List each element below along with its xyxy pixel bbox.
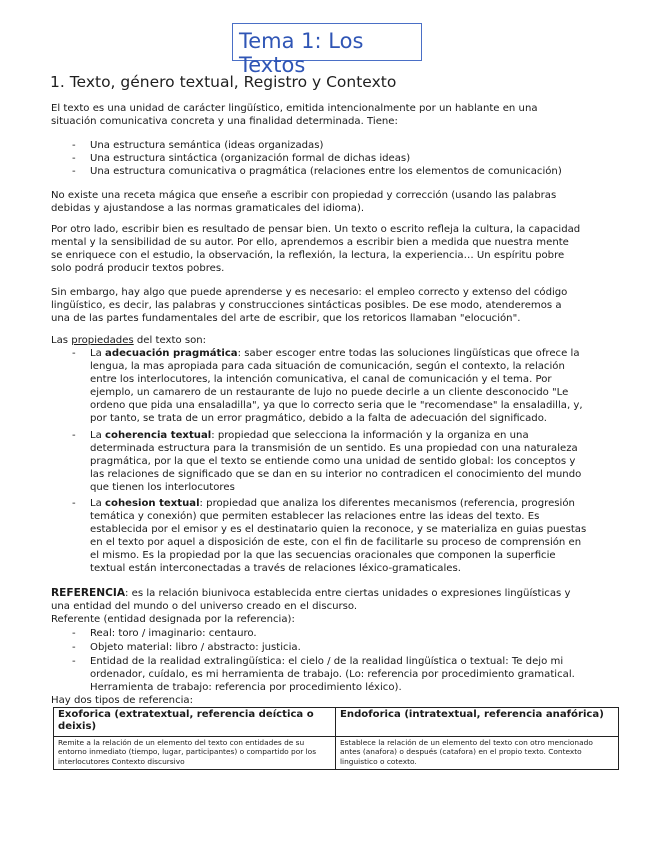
table-row (54, 737, 619, 770)
paragraph-otro-lado-2: mental y la sensibilidad de su autor. Por ello, aprendemos a escribir bien a medida que nuestra mente (51, 237, 569, 248)
bullet-dash: - (72, 166, 76, 177)
paragraph-otro-lado-4: solo podrá producir textos pobres. (51, 263, 225, 274)
paragraph-receta-2: debidas y ajustandose a las normas gramaticales del idioma). (51, 203, 365, 214)
coherencia-line-4: las relaciones de significado que se dan en su interior no contradicen el conocimiento del mundo (90, 469, 582, 480)
cohesion-term: cohesion textual (105, 498, 200, 509)
paragraph-otro-lado-3: se enriquece con el estudio, la observación, la reflexión, la lectura, la experiencia… Un espíritu pobre (51, 250, 565, 261)
cohesion-line-1: La cohesion textual: propiedad que analiza los diferentes mecanismos (referencia, progresión (90, 498, 575, 509)
adecuacion-line-3: entre los interlocutores, la intención comunicativa, el canal de comunicación y el tema. Por (90, 374, 552, 385)
bullet-dash: - (72, 498, 76, 509)
referencia-line-3: Referente (entidad designada por la referencia): (51, 614, 295, 625)
table-header-endoforica: Endoforica (intratextual, referencia anafórica) (336, 708, 619, 737)
referente-item-objeto: Objeto material: libro / abstracto: justicia. (90, 642, 301, 653)
cohesion-line-6: textual están interconectadas a través de relaciones léxico-gramaticales. (90, 563, 461, 574)
bullet-dash: - (72, 628, 76, 639)
table-cell-endoforica: Establece la relación de un elemento del texto con otro mencionado antes (anafora) o después (catafora) en el propio texto. Contexto linguistico o cotexto. (336, 737, 619, 770)
referencia-line-1: REFERENCIA: es la relación biunivoca establecida entre ciertas unidades o expresiones lingüísticas y (51, 587, 571, 599)
paragraph-sin-embargo-3: una de las partes fundamentales del arte de escribir, que los retoricos llamaban "elocución". (51, 313, 521, 324)
table-cell-exoforica: Remite a la relación de un elemento del texto con entidades de su entorno inmediato (tiempo, lugar, participantes) o compartido por los interlocutores Contexto discursivo (54, 737, 336, 770)
referente-item-entidad-1: Entidad de la realidad extralingüística: el cielo / de la realidad lingüística o textual: Te dejo mi (90, 656, 564, 667)
bullet-dash: - (72, 642, 76, 653)
cohesion-line-2: temática y conexión) que permiten establecer las relaciones entre las ideas del texto. Es (90, 511, 540, 522)
bullet-dash: - (72, 656, 76, 667)
referencia-types-table (53, 707, 619, 770)
referencia-line-2: una entidad del mundo o del universo creado en el discurso. (51, 601, 358, 612)
bullet-dash: - (72, 140, 76, 151)
propiedades-link: propiedades (71, 335, 134, 346)
adecuacion-line-6: por tanto, se trata de un error pragmático, debido a la falta de adecuación del significado. (90, 413, 547, 424)
adecuacion-line-5: ordeno que pida una ensaladilla", ya que lo correcto seria que le "recomendase" la ensaladilla, y, (90, 400, 583, 411)
bullet-dash: - (72, 153, 76, 164)
section-heading: 1. Texto, género textual, Registro y Contexto (50, 73, 397, 91)
bullet-dash: - (72, 430, 76, 441)
bullet-dash: - (72, 348, 76, 359)
adecuacion-term: adecuación pragmática (105, 348, 238, 359)
table-header-row (54, 708, 619, 737)
cohesion-line-4: en el texto por aquel a disposición de este, con el fin de facilitarle su proceso de comprensión en (90, 537, 582, 548)
adecuacion-line-4: ejemplo, un camarero de un restaurante de lujo no puede decirle a un cliente desconocido "Le (90, 387, 569, 398)
coherencia-line-5: que tienen los interlocutores (90, 482, 235, 493)
adecuacion-line-1: La adecuación pragmática: saber escoger entre todas las soluciones lingüísticas que ofrece la (90, 348, 580, 359)
referente-item-entidad-2: ordenador, cuídalo, es mi herramienta de trabajo. (Lo: referencia por procedimiento gramatical. (90, 669, 575, 680)
referencia-term: REFERENCIA (51, 587, 126, 599)
tipos-lead: Hay dos tipos de referencia: (51, 695, 194, 706)
paragraph-receta-1: No existe una receta mágica que enseñe a escribir con propiedad y corrección (usando las palabras (51, 190, 557, 201)
coherencia-line-3: pragmática, por la que el texto se entiende como una unidad de sentido global: los conceptos y (90, 456, 576, 467)
paragraph-sin-embargo-2: lingüístico, es decir, las palabras y construcciones sintácticas posibles. De ese modo, atenderemos a (51, 300, 562, 311)
coherencia-term: coherencia textual (105, 430, 212, 441)
table-header-exoforica: Exoforica (extratextual, referencia deíctica o deixis) (54, 708, 336, 737)
propiedades-lead: Las propiedades del texto son: (51, 335, 207, 346)
document-title: Tema 1: Los Textos (239, 29, 364, 77)
structure-item: Una estructura sintáctica (organización formal de dichas ideas) (90, 153, 411, 164)
coherencia-line-1: La coherencia textual: propiedad que selecciona la información y la organiza en una (90, 430, 529, 441)
paragraph-otro-lado-1: Por otro lado, escribir bien es resultado de pensar bien. Un texto o escrito refleja la cultura, la capacidad (51, 224, 581, 235)
cohesion-line-5: el mismo. Es la propiedad por la que las secuencias oracionales que componen la superficie (90, 550, 556, 561)
paragraph-sin-embargo-1: Sin embargo, hay algo que puede aprenderse y es necesario: el empleo correcto y extenso del código (51, 287, 568, 298)
structure-item: Una estructura comunicativa o pragmática (relaciones entre los elementos de comunicación) (90, 166, 562, 177)
structure-item: Una estructura semántica (ideas organizadas) (90, 140, 324, 151)
cohesion-line-3: establecida por el emisor y es el destinatario quien la reconoce, y se materializa en guias puestas (90, 524, 587, 535)
intro-line-1: El texto es una unidad de carácter lingüístico, emitida intencionalmente por un hablante en una (51, 103, 538, 114)
referente-item-entidad-3: Herramienta de trabajo: referencia por procedimiento léxico). (90, 682, 402, 693)
intro-line-2: situación comunicativa concreta y una finalidad determinada. Tiene: (51, 116, 398, 127)
referente-item-real: Real: toro / imaginario: centauro. (90, 628, 257, 639)
coherencia-line-2: determinada estructura para la transmisión de un sentido. Es una propiedad con una naturaleza (90, 443, 578, 454)
adecuacion-line-2: lengua, la mas apropiada para cada situación de comunicación, según el contexto, la relación (90, 361, 565, 372)
title-box (232, 23, 422, 77)
